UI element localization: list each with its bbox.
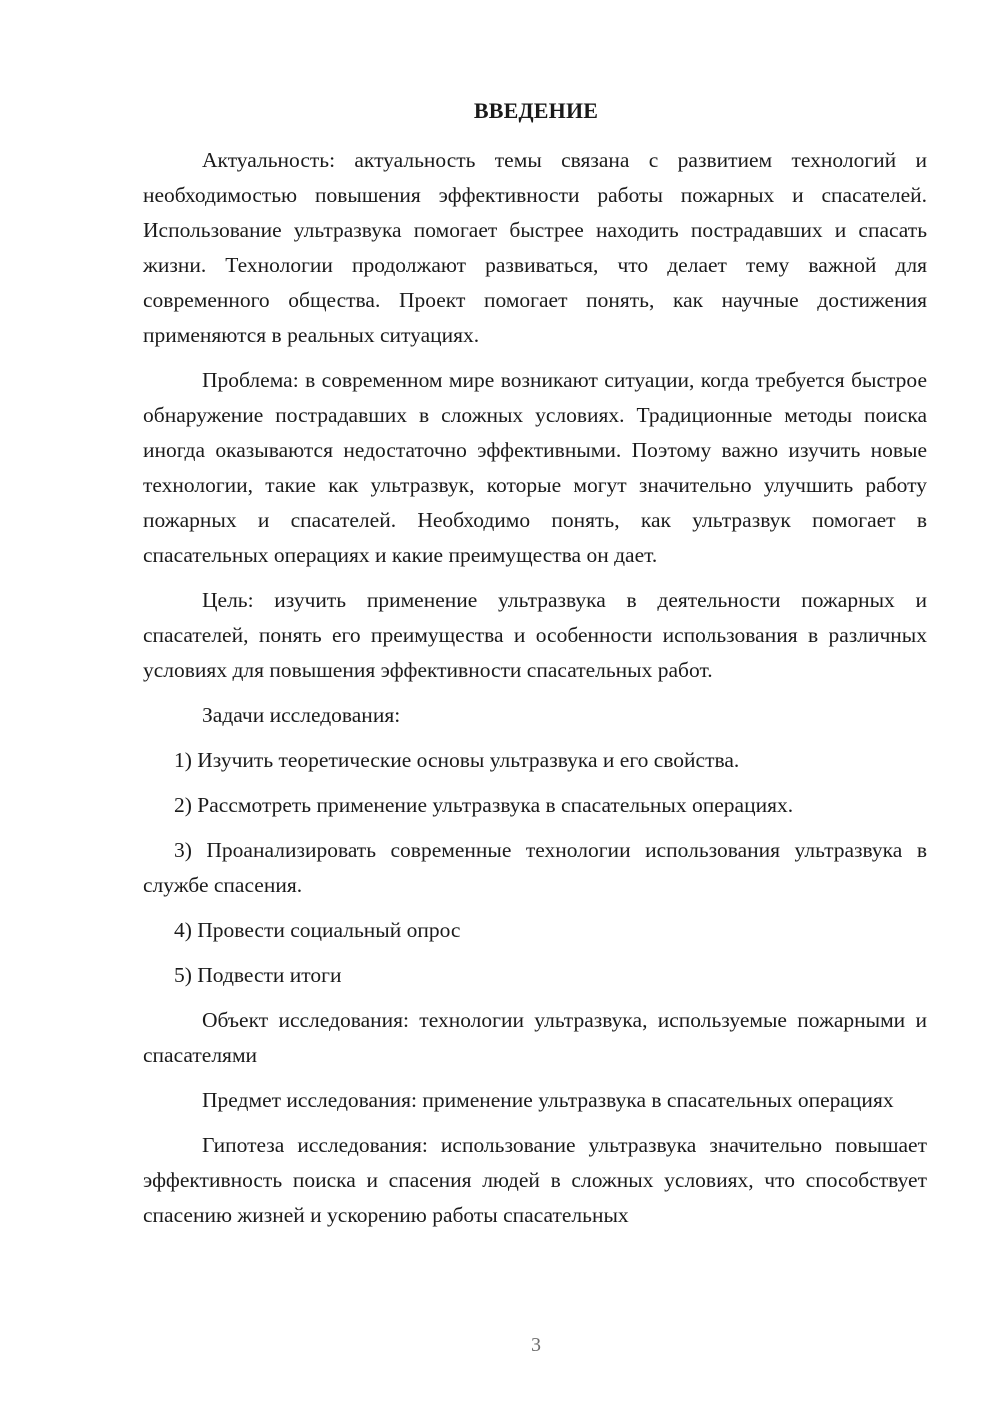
task-item-3: 3) Проанализировать современные технологии использования ультразвука в службе спасения. (143, 838, 927, 897)
page-number: 3 (531, 1334, 541, 1356)
paragraph-goal: Цель: изучить применение ультразвука в деятельности пожарных и спасателей, понять его преимущества и особенности использования в различных условиях для повышения эффективности спасательных работ. (143, 588, 927, 682)
task-item-4: 4) Провести социальный опрос (174, 918, 461, 942)
body-text (143, 143, 927, 1243)
paragraph-subject: Предмет исследования: применение ультразвука в спасательных операциях (202, 1088, 894, 1112)
task-item-2: 2) Рассмотреть применение ультразвука в спасательных операциях. (174, 793, 794, 817)
section-heading: ВВЕДЕНИЕ (473, 98, 599, 123)
task-item-5: 5) Подвести итоги (174, 963, 342, 987)
paragraph-hypothesis: Гипотеза исследования: использование ультразвука значительно повышает эффективность поиска и спасения людей в сложных условиях, что способствует спасению жизней и ускорению работы спасательных (143, 1133, 927, 1227)
task-item-1: 1) Изучить теоретические основы ультразвука и его свойства. (174, 748, 740, 772)
paragraph-problem: Проблема: в современном мире возникают ситуации, когда требуется быстрое обнаружение пострадавших в сложных условиях. Традиционные методы поиска иногда оказываются недостаточно эффективными. Поэтому важно изучить новые технологии, такие как ультразвук, которые могут значительно улучшить работу пожарных и спасателей. Необходимо понять, как ультразвук помогает в спасательных операциях и какие преимущества он дает. (143, 368, 927, 567)
paragraph-relevance: Актуальность: актуальность темы связана с развитием технологий и необходимостью повышения эффективности работы пожарных и спасателей. Использование ультразвука помогает быстрее находить пострадавших и спасать жизни. Технологии продолжают развиваться, что делает тему важной для современного общества. Проект помогает понять, как научные достижения применяются в реальных ситуациях. (143, 148, 927, 347)
paragraph-tasks-heading: Задачи исследования: (202, 703, 401, 727)
paragraph-object: Объект исследования: технологии ультразвука, используемые пожарными и спасателями (143, 1008, 927, 1067)
